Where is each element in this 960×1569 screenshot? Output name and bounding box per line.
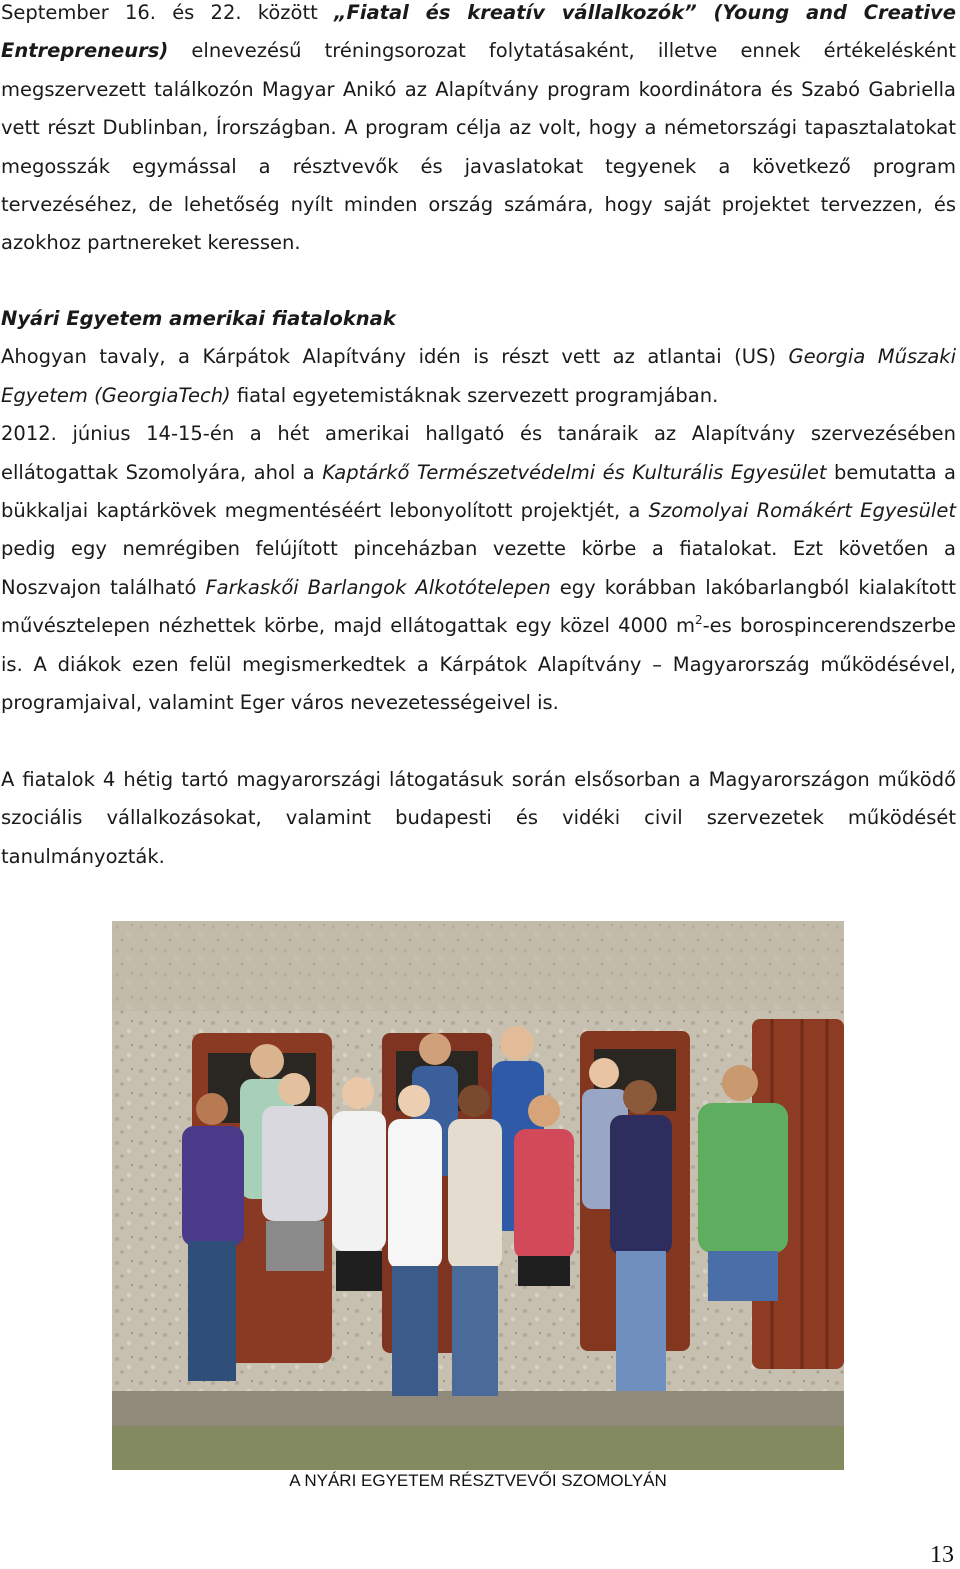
photo-caption: A NYÁRI EGYETEM RÉSZTVEVŐI SZOMOLYÁN — [289, 1471, 667, 1490]
summer-university-section — [1, 300, 956, 722]
person — [388, 1085, 442, 1396]
p2-association-name: Kaptárkő Természetvédelmi és Kulturális Egyesület — [322, 460, 827, 484]
person — [448, 1085, 502, 1396]
p2-text-a: 2012. június 14-15-én a hét amerikai hallgató és tanáraik az Alapítvány szervezésében ellátogattak Szomolyára, ahol a — [1, 422, 956, 484]
p2-text-h: -es borospincerendszerbe is. A diákok ezen felül megismerkedtek a Kárpátok Alapítvány – Magyarország működésével, programjaival, valamint Eger város nevezetességeivel is. — [1, 614, 956, 715]
closing-paragraph — [1, 761, 956, 876]
closing-text: A fiatalok 4 hétig tartó magyarországi látogatásuk során elsősorban a Magyarországon működő szociális vállalkozásokat, valamint budapesti és vidéki civil szervezetek működését tanulmányozták. — [1, 768, 956, 868]
group-photo — [112, 921, 844, 1470]
section-paragraph-2 — [1, 415, 956, 722]
person — [610, 1080, 672, 1391]
p2-text-e: pedig egy nemrégiben felújított pinceházban vezette körbe a fiatalokat. Ezt követően a Noszvajon található — [1, 537, 956, 599]
p1-university-name: Georgia Műszaki Egyetem (GeorgiaTech) — [1, 345, 956, 407]
group-photo-illustration — [112, 921, 844, 1470]
p2-art-colony-name: Farkaskői Barlangok Alkotótelepen — [205, 575, 551, 599]
person — [182, 1093, 244, 1381]
p1-text-a: Ahogyan tavaly, a Kárpátok Alapítvány idén is részt vett az atlantai (US) — [1, 345, 789, 369]
section-paragraph-1 — [1, 338, 956, 415]
p1-text-c: fiatal egyetemistáknak szervezett programjában. — [230, 383, 719, 407]
p2-text-g: egy korábban lakóbarlangból kialakított művésztelepen nézhettek körbe, majd ellátogattak egy közel 4000 m — [1, 575, 956, 638]
intro-body: elnevezésű tréningsorozat folytatásaként, illetve ennek értékelésként megszervezett találkozón Magyar Anikó az Alapítvány program koordinátora és Szabó Gabriella vett részt Dublinban, Írországban. A program célja az volt, hogy a németországi tapasztalatokat megosszák egymással a résztvevők és javaslatokat tegyenek a következő program tervezéséhez, de lehetőség nyílt minden ország számára, hogy saját projektet tervezzen, és azokhoz partnereket keressen. — [1, 39, 956, 255]
page-number: 13 — [930, 1542, 954, 1568]
intro-text — [1, 0, 956, 263]
intro-date: September 16. és 22. között — [1, 1, 334, 24]
program-title: „Fiatal és kreatív vállalkozók” (Young and Creative Entrepreneurs) — [1, 1, 956, 63]
p2-text-c: bemutatta a bükkaljai kaptárkövek megmentéséért lebonyolított projektjét, a — [1, 460, 956, 523]
section-heading: Nyári Egyetem amerikai fiataloknak — [1, 307, 396, 330]
p2-superscript: 2 — [695, 613, 703, 628]
p2-roma-association-name: Szomolyai Romákért Egyesület — [648, 499, 956, 523]
intro-paragraph — [1, 0, 956, 263]
